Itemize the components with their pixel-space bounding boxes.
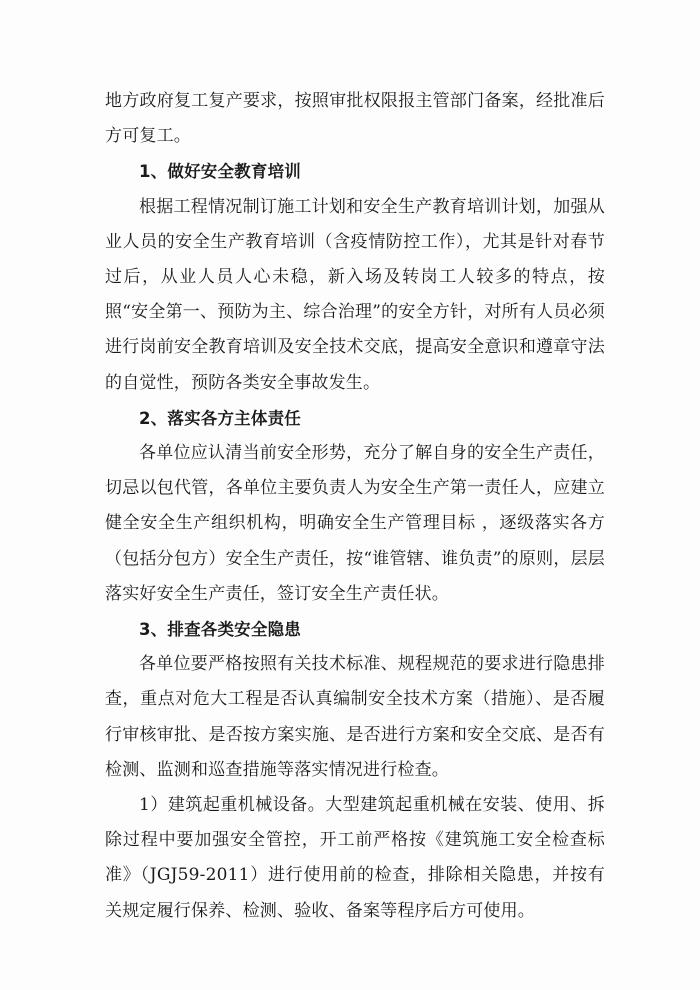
section-3-item-1: 1）建筑起重机械设备。大型建筑起重机械在安装、使用、拆除过程中要加强安全管控，开工前严格按《建筑施工安全检查标准》（JGJ59-2011）进行使用前的检查，排除相关隐患，并按有关规定履行保养、检测、验收、备案等程序后方可使用。	[105, 795, 605, 921]
section-body-3: 各单位要严格按照有关技术标准、规程规范的要求进行隐患排查，重点对危大工程是否认真编制安全技术方案（措施）、是否履行审核审批、是否按方案实施、是否进行方案和安全交底、是否有检测、监测和巡查措施等落实情况进行检查。	[105, 654, 605, 780]
section-body-2: 各单位应认清当前安全形势，充分了解自身的安全生产责任，切忌以包代管，各单位主要负责人为安全生产第一责任人，应建立健全安全生产组织机构，明确安全生产管理目标 ，逐级落实各方（包括分包方）安全生产责任，按“谁管辖、谁负责”的原则，层层落实好安全生产责任，签订安全生产责任状。	[105, 443, 605, 604]
section-heading-1: 1、做好安全教育培训	[139, 162, 301, 182]
section-heading-3: 3、排查各类安全隐患	[139, 620, 301, 640]
section-heading-2: 2、落实各方主体责任	[139, 408, 301, 428]
document-body	[105, 84, 605, 929]
intro-paragraph: 地方政府复工复产要求，按照审批权限报主管部门备案，经批准后方可复工。	[105, 91, 605, 147]
section-body-1: 根据工程情况制订施工计划和安全生产教育培训计划，加强从业人员的安全生产教育培训（含疫情防控工作），尤其是针对春节过后，从业人员人心未稳，新入场及转岗工人较多的特点，按照“安全第一、预防为主、综合治理”的安全方针，对所有人员必须进行岗前安全教育培训及安全技术交底，提高安全意识和遵章守法的自觉性，预防各类安全事故发生。	[105, 196, 605, 393]
